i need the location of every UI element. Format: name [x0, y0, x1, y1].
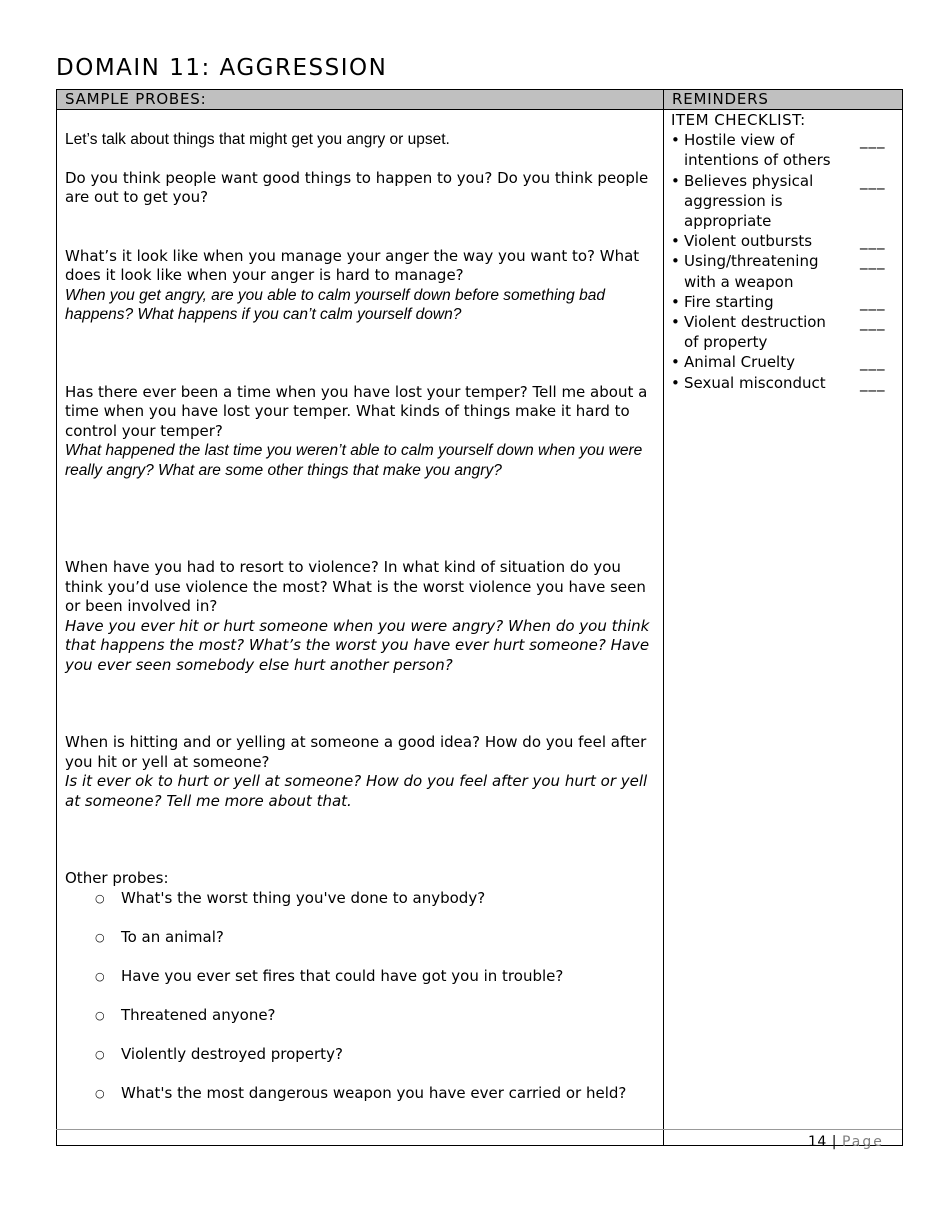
list-item: ○ Have you ever set fires that could have got you in trouble?: [95, 966, 564, 985]
checklist-blank: ___: [860, 292, 886, 311]
other-probes-label: Other probes:: [65, 869, 169, 887]
page-footer: [808, 1134, 884, 1150]
checklist-item: • Hostile view of intentions of others ___: [671, 131, 886, 170]
page-word: Page: [841, 1134, 884, 1150]
checklist-blank: ___: [860, 131, 886, 150]
reminders-header: REMINDERS: [664, 90, 903, 110]
domain-title: DOMAIN 11: AGGRESSION: [56, 55, 388, 81]
bullet-icon: •: [671, 171, 680, 190]
bullet-icon: •: [671, 292, 680, 311]
checklist-blank: ___: [860, 313, 886, 332]
probe-followup: Is it ever ok to hurt or yell at someone? How do you feel after you hurt or yell at someone? Tell me more about that.: [65, 772, 648, 810]
probe-item-3: [65, 383, 655, 481]
probe-item-5: [65, 733, 655, 811]
probe-text: What’s it look like when you manage your anger the way you want to? What does it look like when your anger is hard to manage?: [65, 246, 640, 284]
bullet-icon: •: [671, 252, 680, 271]
item-checklist-title: ITEM CHECKLIST:: [671, 111, 806, 129]
domain-table: [56, 89, 903, 1146]
circle-bullet-icon: ○: [95, 1048, 105, 1062]
circle-bullet-icon: ○: [95, 930, 105, 944]
circle-bullet-icon: ○: [95, 1087, 105, 1101]
checklist-blank: ___: [860, 171, 886, 190]
probe-text: Do you think people want good things to happen to you? Do you think people are out to get you?: [65, 168, 649, 206]
checklist-item: • Animal Cruelty ___: [671, 353, 886, 372]
circle-bullet-icon: ○: [95, 891, 105, 905]
bullet-icon: •: [671, 232, 680, 251]
probe-item-2: [65, 247, 655, 325]
checklist-item: • Using/threatening with a weapon ___: [671, 252, 886, 291]
reminders-cell: [664, 110, 903, 1146]
list-item: ○ What's the most dangerous weapon you have ever carried or held?: [95, 1084, 627, 1103]
list-item: ○ Violently destroyed property?: [95, 1045, 343, 1064]
list-item: ○ To an animal?: [95, 927, 224, 946]
list-item: ○ What's the worst thing you've done to anybody?: [95, 888, 486, 907]
checklist-item: • Fire starting ___: [671, 292, 886, 311]
checklist-item: • Violent destruction of property ___: [671, 313, 886, 352]
probe-item-4: [65, 558, 655, 675]
footer-separator: |: [831, 1134, 837, 1150]
sample-probes-header: SAMPLE PROBES:: [57, 90, 664, 110]
probe-followup: When you get angry, are you able to calm yourself down before something bad happens? What happens if you can’t calm yourself down?: [65, 286, 605, 323]
checklist-item: • Violent outbursts ___: [671, 232, 886, 251]
probe-followup: What happened the last time you weren’t able to calm yourself down when you were really angry? What are some other things that make you angry?: [65, 442, 643, 479]
probe-text: When have you had to resort to violence? In what kind of situation do you think you’d use violence the most? What is the worst violence you have seen or been involved in?: [65, 558, 646, 615]
checklist-item: • Believes physical aggression is appropriate ___: [671, 171, 886, 231]
checklist-blank: ___: [860, 252, 886, 271]
probe-text: Has there ever been a time when you have lost your temper? Tell me about a time when you have lost your temper. What kinds of things make it hard to control your temper?: [65, 382, 648, 440]
probe-intro: Let’s talk about things that might get you angry or upset.: [65, 131, 450, 148]
bullet-icon: •: [671, 353, 680, 372]
checklist-blank: ___: [860, 373, 886, 392]
other-probes-list: [65, 889, 655, 1124]
circle-bullet-icon: ○: [95, 969, 105, 983]
page-number: 14: [808, 1134, 827, 1150]
list-item: ○ Threatened anyone?: [95, 1006, 276, 1025]
bullet-icon: •: [671, 373, 680, 392]
circle-bullet-icon: ○: [95, 1009, 105, 1023]
footer-rule: [56, 1129, 902, 1130]
bullet-icon: •: [671, 313, 680, 332]
probe-text: When is hitting and or yelling at someone a good idea? How do you feel after you hit or yell at someone?: [65, 733, 647, 771]
probe-followup: Have you ever hit or hurt someone when you were angry? When do you think that happens the most? What’s the worst you have ever hurt someone? Have you ever seen somebody else hurt another person?: [65, 616, 650, 674]
checklist-blank: ___: [860, 353, 886, 372]
item-checklist: [671, 130, 902, 393]
bullet-icon: •: [671, 131, 680, 150]
checklist-item: • Sexual misconduct ___: [671, 373, 886, 392]
probe-item-1: [65, 169, 655, 208]
checklist-blank: ___: [860, 232, 886, 251]
sample-probes-cell: [57, 110, 664, 1146]
